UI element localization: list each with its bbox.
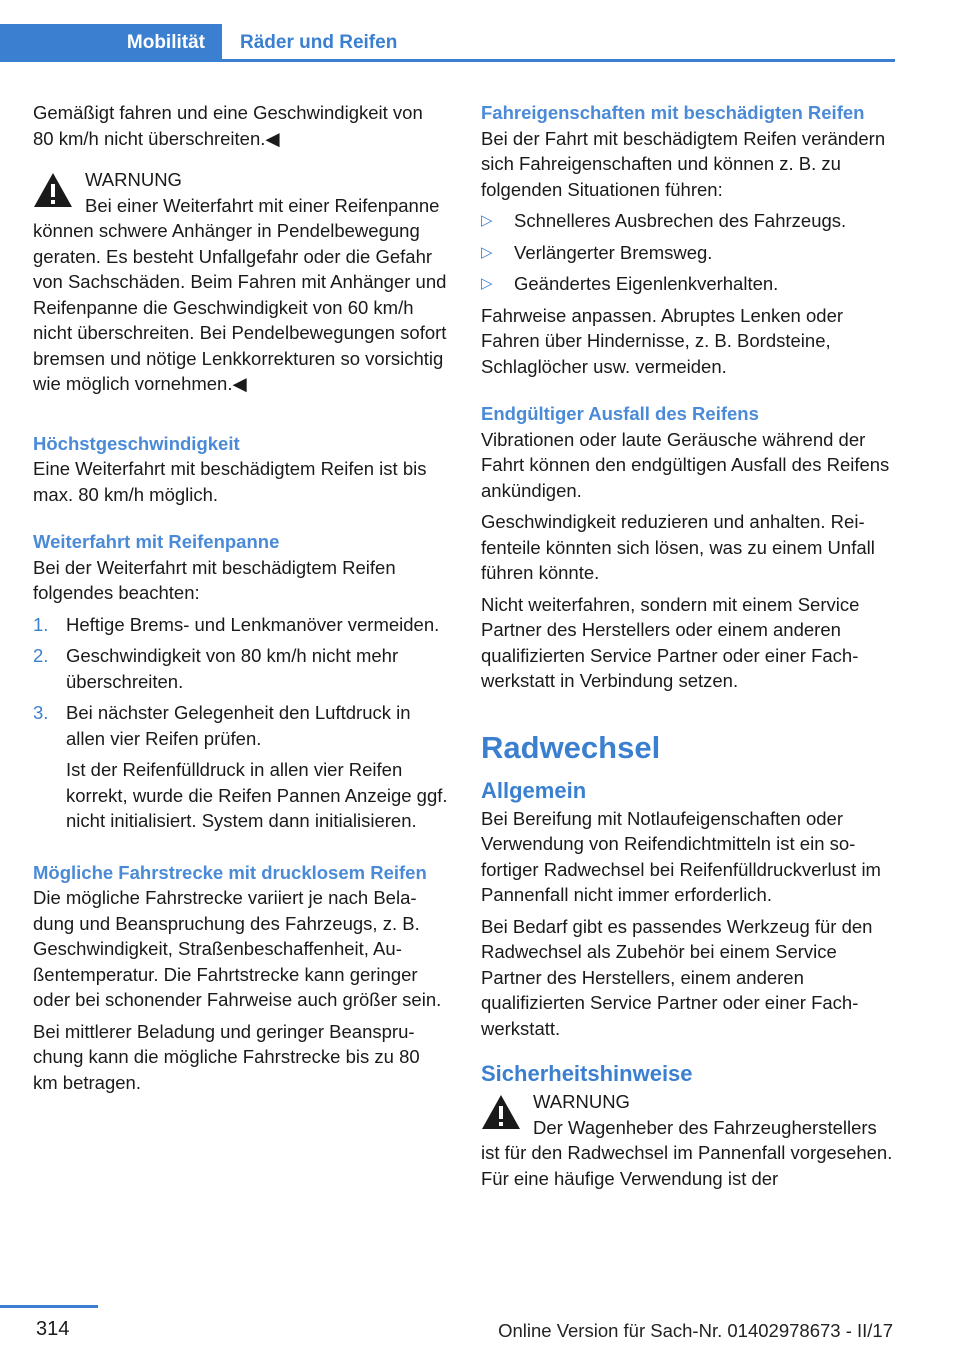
triangle-bullet-icon: ▷	[481, 243, 493, 261]
list-item	[33, 643, 448, 694]
failure-paragraph-2: Geschwindigkeit reduzieren und anhalten. Reifenteile könnten sich lösen, was zu einem Unfall führen könnte.	[481, 511, 875, 583]
heading-allgemein: Allgemein	[481, 777, 587, 803]
section-tab-raeder-und-reifen: Räder und Reifen	[240, 32, 398, 53]
warning-block-trailer	[33, 167, 448, 397]
heading-sicherheitshinweise: Sicherheitshinweise	[481, 1061, 693, 1086]
footer-rule	[0, 1305, 98, 1308]
failure-paragraph-1: Vibrationen oder laute Geräusche während der Fahrt können den endgültigen Ausfall des Reifens ankündigen.	[481, 428, 890, 501]
bullet-text: Geändertes Eigenlenkverhalten.	[514, 273, 779, 294]
page-number: 314	[36, 1318, 70, 1340]
header-rule	[222, 59, 895, 62]
general-paragraph-2: Bei Bedarf gibt es passendes Werkzeug für den Radwechsel als Zubehör bei einem Service Partner des Herstellers, einem anderen qualifizierten Service Partner oder einer Fachwerkstatt.	[481, 915, 873, 1039]
section-title-radwechsel: Radwechsel	[481, 729, 661, 765]
triangle-bullet-icon: ▷	[481, 275, 493, 292]
heading-weiterfahrt: Weiterfahrt mit Reifenpanne	[33, 531, 280, 552]
list-item	[481, 271, 896, 297]
left-column	[33, 100, 448, 1101]
continue-paragraph: Bei der Weiterfahrt mit beschädigtem Reifen folgendes beachten:	[33, 556, 396, 603]
intro-paragraph: Gemäßigt fahren und eine Geschwindigkeit von 80 km/h nicht überschreiten.◀	[33, 102, 423, 149]
handling-paragraph: Bei der Fahrt mit beschädigtem Reifen verändern sich Fahreigenschaften und können z. B. zu folgenden Situationen führen:	[481, 127, 886, 200]
warning-title: WARNUNG	[85, 169, 182, 190]
list-number: 3.	[33, 702, 49, 723]
online-version-note: Online Version für Sach-Nr. 01402978673 - II/17	[498, 1320, 893, 1341]
list-number: 2.	[33, 645, 49, 666]
list-number: 1.	[33, 613, 49, 635]
handling-bullet-list	[481, 208, 896, 297]
bullet-text: Schnelleres Ausbrechen des Fahrzeugs.	[514, 210, 847, 231]
page-header	[0, 0, 960, 62]
list-extra-text: Ist der Reifenfülldruck in allen vier Reifen korrekt, wurde die Reifen Pannen Anzeige ggf. nicht initialisiert. System dann initialisieren.	[66, 759, 448, 831]
warning-title: WARNUNG	[533, 1091, 630, 1112]
heading-fahrstrecke: Mögliche Fahrstrecke mit drucklosem Reifen	[33, 861, 427, 883]
instruction-list	[33, 612, 448, 834]
general-paragraph-1: Bei Bereifung mit Notlaufeigenschaften oder Verwendung von Reifendichtmitteln ist ein sofortiger Radwechsel bei Reifenfülldruckverlust im Pannenfall nicht immer erforderlich.	[481, 807, 881, 905]
warning-block-jack	[481, 1089, 896, 1191]
warning-text: Bei einer Weiterfahrt mit einer Reifenpanne können schwere Anhänger in Pendelbewegung geraten. Es besteht Unfallgefahr oder die Gefahr von Sachschäden. Beim Fahren mit Anhänger und Reifenpanne die Geschwindigkeit von 60 km/h nicht überschreiten. Bei Pendelbewegungen sofort bremsen und nötige Lenkkorrekturen so vorsichtig wie möglich vornehmen.◀	[33, 194, 447, 394]
heading-ausfall: Endgültiger Ausfall des Reifens	[481, 403, 759, 424]
failure-paragraph-3: Nicht weiterfahren, sondern mit einem Service Partner des Herstellers oder einem anderen qualifizierten Service Partner oder einer Fachwerkstatt in Verbindung setzen.	[481, 593, 860, 691]
heading-fahreigenschaften: Fahreigenschaften mit beschädigten Reifen	[481, 102, 865, 123]
list-text: Geschwindigkeit von 80 km/h nicht mehr überschreiten.	[66, 645, 399, 692]
bullet-text: Verlängerter Bremsweg.	[514, 241, 713, 263]
heading-hoechstgeschwindigkeit: Höchstgeschwindigkeit	[33, 432, 240, 454]
adapt-paragraph: Fahrweise anpassen. Abruptes Lenken oder Fahren über Hindernisse, z. B. Bordsteine, Schlaglöcher usw. vermeiden.	[481, 304, 844, 377]
triangle-bullet-icon: ▷	[481, 212, 493, 229]
chapter-tab-mobilitaet: Mobilität	[0, 24, 222, 62]
list-item	[481, 240, 896, 266]
list-text: Heftige Brems- und Lenkmanöver vermeiden.	[66, 613, 440, 635]
range-paragraph-1: Die mögliche Fahrstrecke variiert je nach Beladung und Beanspruchung des Fahrzeugs, z. B. Geschwindigkeit, Straßenbeschaffenheit, Außentemperatur. Die Fahrtstrecke kann geringer oder bei schonender Fahrweise auch größer sein.	[33, 887, 442, 1010]
warning-triangle-icon	[33, 171, 73, 209]
right-column	[481, 100, 896, 1191]
list-item	[33, 700, 448, 834]
list-text: Bei nächster Gelegenheit den Luftdruck in allen vier Reifen prüfen.	[66, 702, 411, 749]
warning-text: Der Wagenheber des Fahrzeugherstellers ist für den Radwechsel im Pannenfall vorgesehen. Für eine häufige Verwendung ist der	[481, 1116, 893, 1189]
warning-triangle-icon	[481, 1093, 521, 1131]
speed-paragraph: Eine Weiterfahrt mit beschädigtem Reifen ist bis max. 80 km/h möglich.	[33, 458, 427, 505]
range-paragraph-2: Bei mittlerer Beladung und geringer Beanspruchung kann die mögliche Fahrstrecke bis zu 80 km betragen.	[33, 1020, 420, 1093]
list-item	[33, 612, 448, 638]
list-item	[481, 208, 896, 234]
